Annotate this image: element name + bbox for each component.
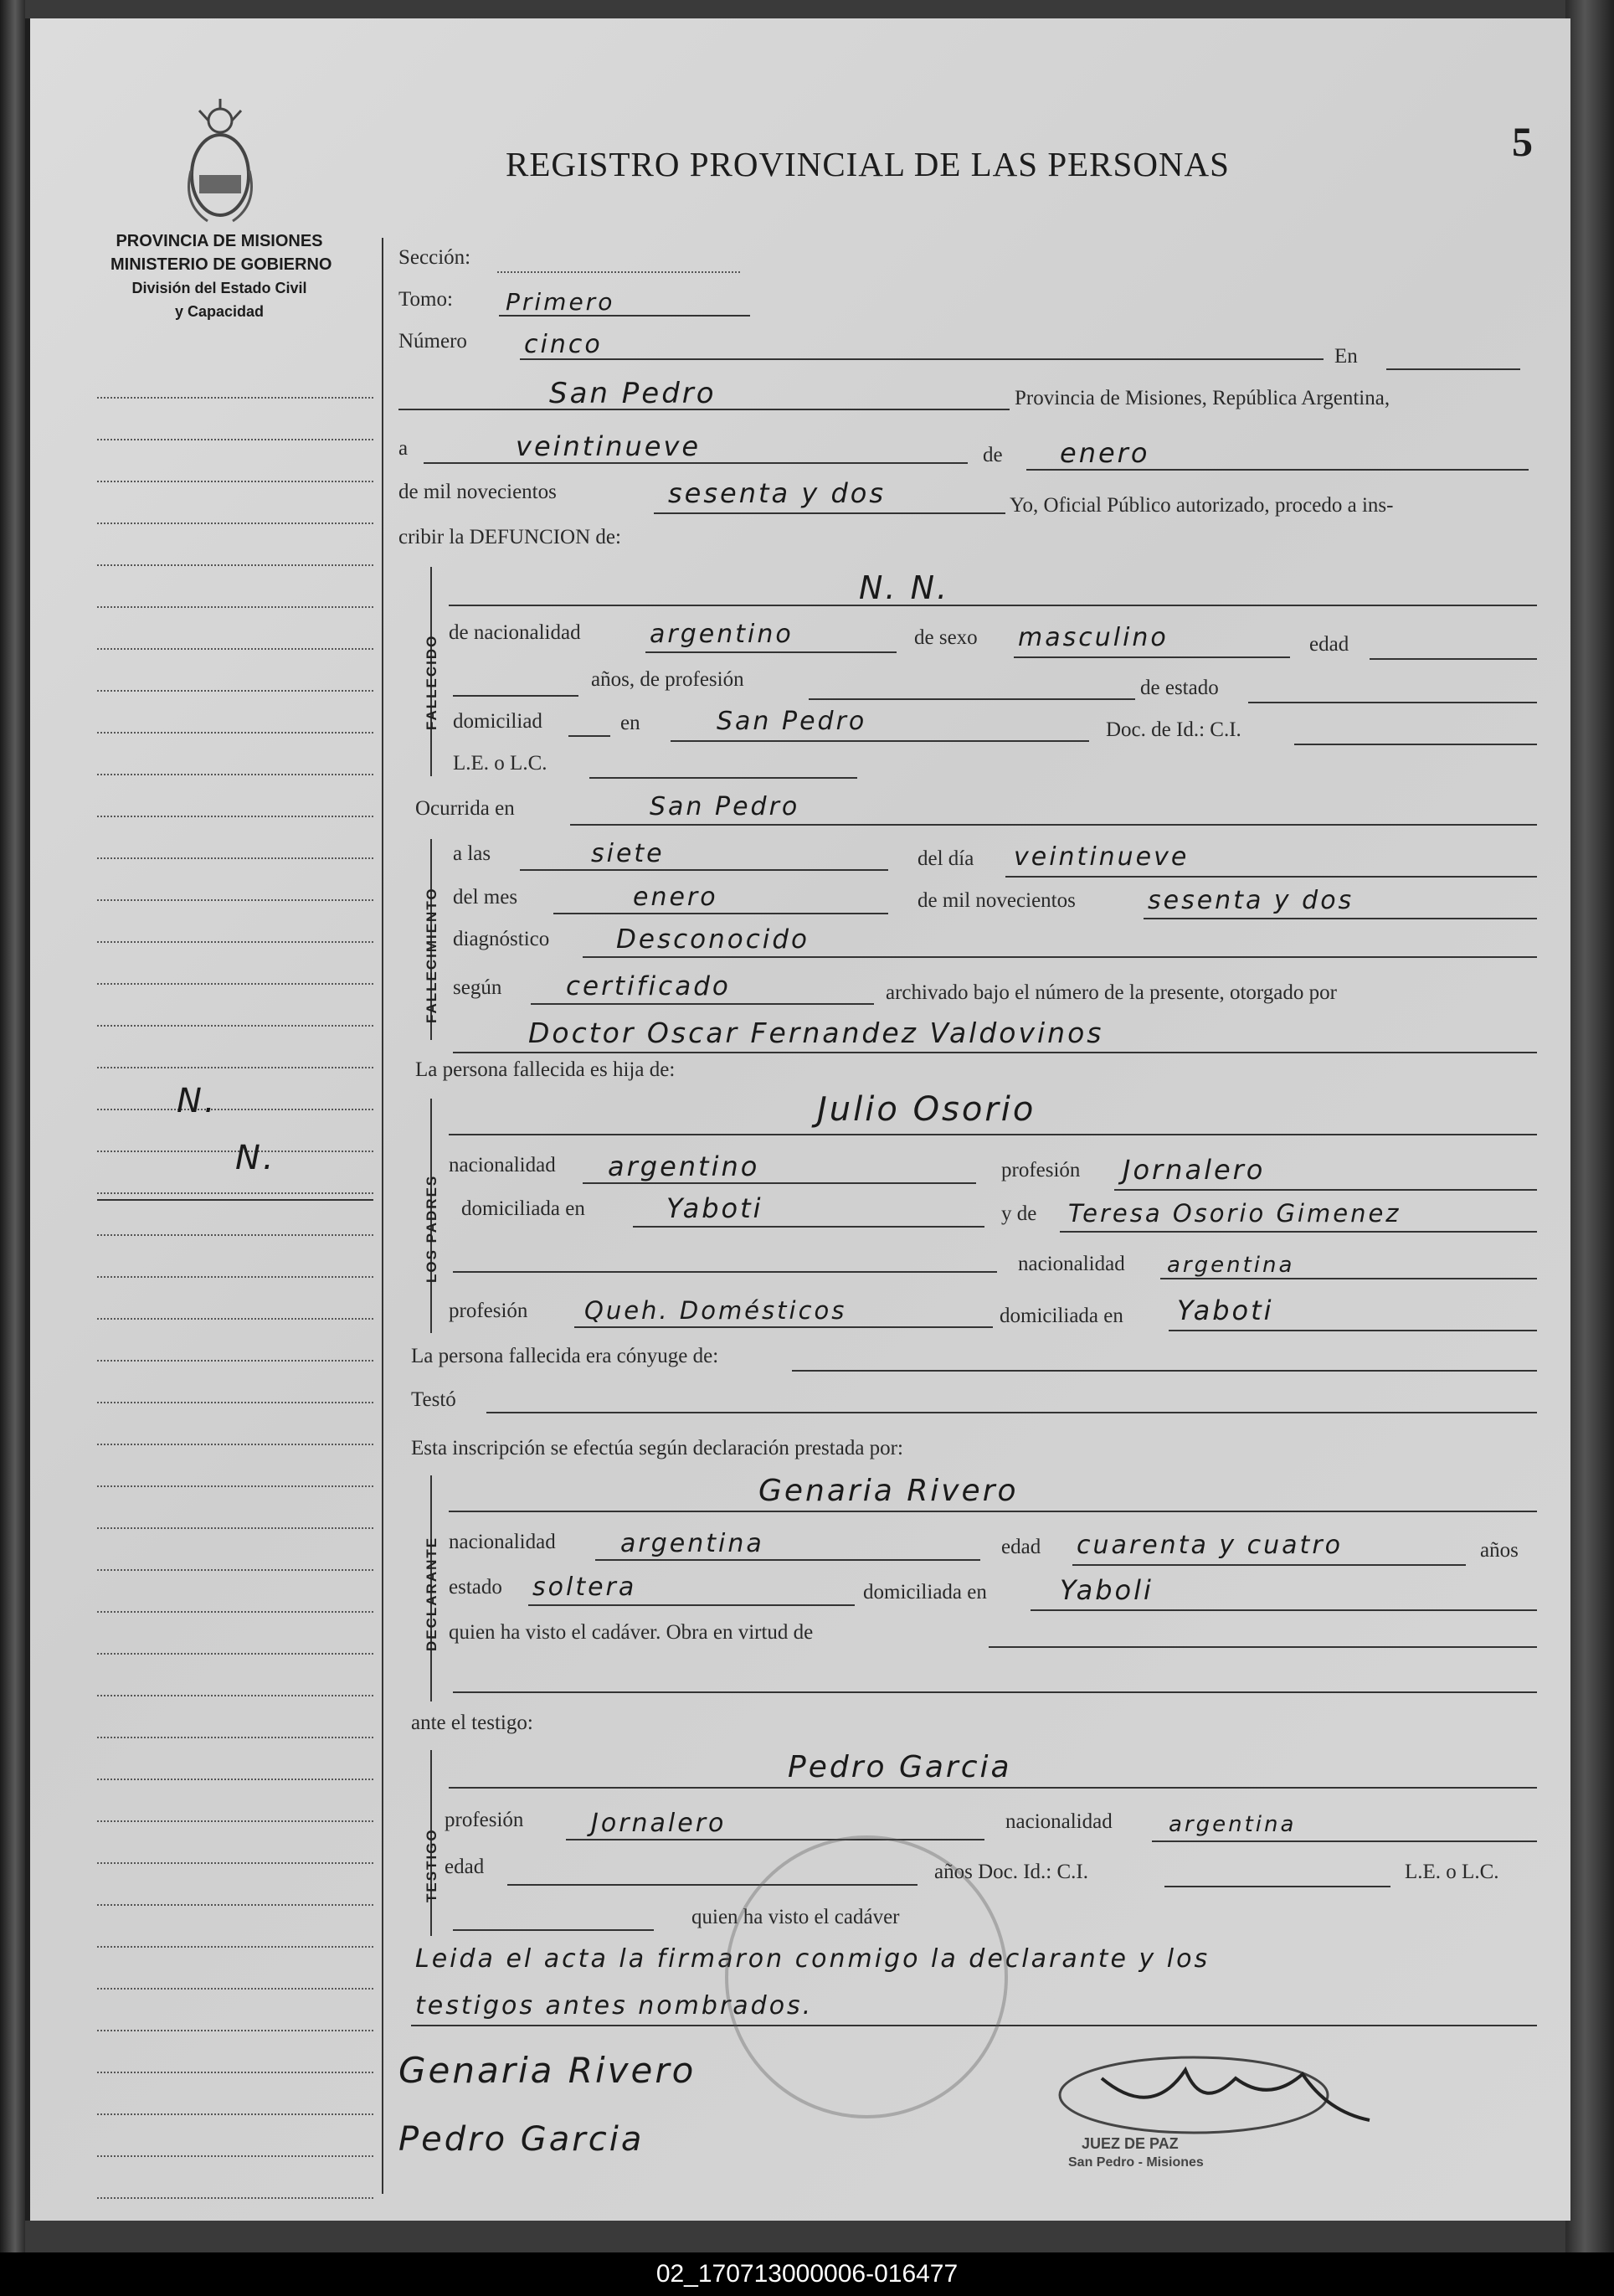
testigo-value: Pedro Garcia [788,1750,1012,1784]
padre-nac-value: argentino [608,1151,760,1182]
decl-nac-field [595,1559,980,1561]
book-edge [1565,0,1614,2296]
diagnostico-field [583,956,1537,958]
padre-dom-field [633,1226,984,1228]
testigo-field [449,1787,1537,1789]
margin-dotted-line [97,1988,373,1990]
margin-dotted-line [97,1946,373,1948]
doc-id-label: Doc. de Id.: C.I. [1106,718,1241,741]
testo-label: Testó [411,1388,456,1411]
margin-dotted-line [97,1402,373,1403]
page-number: 5 [1512,118,1533,165]
test-prof-field [566,1839,984,1840]
stamp-title: JUEZ DE PAZ [1082,2135,1179,2152]
de-label: de [983,444,1003,466]
cribir-label: cribir la DEFUNCION de: [398,526,621,548]
margin-dotted-line [97,941,373,943]
margin-dotted-line [97,1611,373,1613]
decl-nac-label: nacionalidad [449,1531,556,1553]
madre-nac-label: nacionalidad [1018,1253,1125,1275]
margin-rule [97,1199,373,1201]
province-name: PROVINCIA DE MISIONES [116,232,323,250]
diagnostico-label: diagnóstico [453,928,550,950]
numero-label: Número [398,330,467,353]
decl-visto-field [989,1646,1537,1648]
test-visto-label: quien ha visto el cadáver [691,1906,900,1928]
margin-dotted-line [97,397,373,399]
nacionalidad-label: de nacionalidad [449,621,581,644]
anio-field [654,512,1005,514]
doctor-value: Doctor Oscar Fernandez Valdovinos [528,1017,1104,1049]
test-prof-value: Jornalero [591,1809,727,1838]
margin-dotted-line [97,523,373,524]
declarante-field [449,1511,1537,1512]
margin-dotted-line [97,1109,373,1110]
le-lc-label: L.E. o L.C. [453,752,547,775]
y-de-label: y de [1001,1202,1037,1225]
padre-prof-label: profesión [1001,1159,1081,1181]
madre-prof-field [574,1326,993,1328]
margin-dotted-line [97,1862,373,1864]
margin-dotted-line [97,983,373,985]
test-nac-label: nacionalidad [1005,1810,1113,1833]
mes-value: enero [1060,437,1150,469]
madre-extra-field [453,1271,997,1273]
fallecido-side-label: FALLECIDO [424,634,439,730]
ante-testigo-label: ante el testigo: [411,1712,533,1734]
padre-value: Julio Osorio [817,1090,1036,1129]
margin-note-1: N. [177,1082,218,1120]
padre-dom-value: Yaboti [666,1192,763,1224]
margin-dotted-line [97,564,373,566]
le-lc-field [589,777,857,779]
decl-dom-value: Yaboli [1060,1574,1154,1606]
margin-dotted-line [97,2113,373,2115]
signature-declarante: Genaria Rivero [398,2050,696,2091]
margin-dotted-line [97,774,373,775]
closing-note-2: testigos antes nombrados. [415,1991,814,2021]
seccion-label: Sección: [398,246,471,269]
doc-id-field [1294,744,1537,745]
margin-dotted-line [97,732,373,734]
margin-dotted-line [97,2197,373,2199]
tomo-field [499,315,750,317]
anos-field [453,695,578,697]
nacionalidad-value: argentino [650,620,794,649]
domiciliad-field [568,735,610,737]
seccion-field [497,271,740,273]
coat-of-arms-icon [182,95,258,229]
hora-value: siete [591,839,665,868]
a-las-label: a las [453,842,491,865]
hija-de-label: La persona fallecida es hija de: [415,1058,676,1081]
sexo-value: masculino [1018,623,1169,652]
decl-anos-label: años [1480,1539,1519,1562]
diagnostico-value: Desconocido [616,924,810,955]
official-signature-scribble-icon [1051,2045,1403,2145]
margin-dotted-line [97,2030,373,2031]
testigo-side-label: TESTIGO [424,1828,439,1902]
madre-prof-value: Queh. Domésticos [584,1296,847,1325]
margin-dotted-line [97,690,373,692]
numero-field [520,358,1324,360]
ministry-name: MINISTERIO DE GOBIERNO [111,255,332,274]
declarante-value: Genaria Rivero [758,1474,1019,1508]
anos-profesion-label: años, de profesión [591,668,744,691]
hora-field [520,869,888,871]
stamp-place: San Pedro - Misiones [1068,2155,1204,2170]
test-prof-label: profesión [445,1809,524,1831]
segun-field [531,1003,874,1005]
en-field [1386,368,1520,370]
madre-value: Teresa Osorio Gimenez [1068,1199,1401,1228]
dia-field [424,462,968,464]
segun-value: certificado [566,971,731,1001]
madre-dom-value: Yaboti [1177,1295,1274,1326]
margin-dotted-line [97,1025,373,1027]
margin-dotted-line [97,1695,373,1696]
domiciliad-label: domiciliad [453,710,542,733]
official-seal-stamp [725,1835,1008,2118]
estado-field [1248,702,1537,703]
padre-prof-field [1114,1189,1537,1191]
margin-dotted-line [97,1569,373,1571]
margin-dotted-line [97,1067,373,1068]
test-nac-field [1152,1840,1537,1842]
dia-value: veintinueve [516,430,702,462]
margin-dotted-line [97,1820,373,1822]
anio-value: sesenta y dos [668,477,886,509]
tomo-label: Tomo: [398,288,453,311]
decl-edad-value: cuarenta y cuatro [1077,1531,1344,1560]
edad-label: edad [1309,633,1349,656]
testo-field [486,1412,1537,1413]
margin-dotted-line [97,857,373,859]
mes2-value: enero [633,883,718,912]
margin-dotted-line [97,1360,373,1362]
margin-note-2: N. [235,1139,276,1177]
segun-label: según [453,976,502,999]
numero-value: cinco [524,330,603,359]
decl-extra-field [453,1691,1537,1693]
decl-edad-label: edad [1001,1536,1041,1558]
margin-dotted-line [97,1904,373,1906]
margin-dotted-line [97,1318,373,1320]
image-id-footer: 02_170713000006-016477 [0,2252,1614,2296]
conyuge-label: La persona fallecida era cónyuge de: [411,1345,719,1367]
division-subtitle: y Capacidad [174,303,265,320]
lugar-value: San Pedro [549,377,717,410]
ocurrida-value: San Pedro [650,792,800,821]
lugar-field [398,409,1010,410]
page-title: REGISTRO PROVINCIAL DE LAS PERSONAS [506,145,1230,183]
en-label: En [1334,345,1358,368]
sexo-label: de sexo [914,626,978,649]
margin-dotted-line [97,439,373,440]
closing-note-1: Leida el acta la firmaron conmigo la declarante y los [415,1944,1210,1974]
margin-dotted-line [97,1737,373,1738]
sexo-field [1014,656,1290,658]
margin-dotted-line [97,1779,373,1780]
del-dia-label: del día [918,847,974,870]
decl-estado-label: estado [449,1576,502,1598]
de-mil-nov-label: de mil novecientos [918,889,1076,912]
nacionalidad-field [645,651,897,653]
test-nac-value: argentina [1169,1812,1297,1837]
book-binding [0,0,25,2296]
padre-nac-label: nacionalidad [449,1154,556,1176]
anio2-field [1144,918,1537,919]
madre-dom-label: domiciliada en [1000,1305,1123,1327]
profesion-field [809,698,1135,700]
margin-dotted-line [97,1192,373,1194]
margin-dotted-line [97,481,373,482]
edad-field [1370,658,1537,660]
madre-nac-field [1160,1278,1537,1279]
margin-dotted-line [97,1527,373,1529]
yo-oficial-label: Yo, Oficial Público autorizado, procedo a ins- [1010,494,1394,517]
tomo-value: Primero [506,288,615,316]
doctor-field [453,1052,1537,1053]
margin-dotted-line [97,1276,373,1278]
padres-side-label: LOS PADRES [424,1174,439,1283]
form-frame-left [382,238,383,2194]
decl-estado-field [528,1604,855,1606]
test-anos-doc-label: años Doc. Id.: C.I. [934,1861,1088,1883]
margin-dotted-line [97,1234,373,1236]
ocurrida-field [570,824,1537,826]
decl-edad-field [1072,1564,1466,1566]
inscripcion-label: Esta inscripción se efectúa según declaración prestada por: [411,1437,903,1459]
conyuge-field [792,1370,1537,1372]
test-edad-label: edad [445,1856,485,1878]
margin-dotted-line [97,1485,373,1487]
nombre-value: N. N. [859,569,950,606]
domicilio-value: San Pedro [717,707,867,736]
padre-field [449,1134,1537,1135]
del-mes-label: del mes [453,886,518,909]
en-domicilio-label: en [620,712,640,734]
a-label: a [398,437,409,460]
test-extra-field [453,1929,654,1931]
decl-nac-value: argentina [620,1529,764,1558]
registry-page [25,18,1570,2221]
madre-field [1060,1231,1537,1233]
margin-dotted-line [97,2072,373,2073]
mes2-field [553,913,888,914]
domicilio-field [671,740,1089,742]
archivado-label: archivado bajo el número de la presente, otorgado por [886,981,1337,1004]
madre-nac-value: argentina [1167,1253,1295,1278]
ocurrida-label: Ocurrida en [415,797,515,820]
dia2-field [1005,876,1537,878]
decl-estado-value: soltera [532,1573,637,1602]
decl-visto-label: quien ha visto el cadáver. Obra en virtud de [449,1621,814,1644]
nombre-field [449,605,1537,606]
division-name: División del Estado Civil [131,280,307,296]
test-le-lc-label: L.E. o L.C. [1405,1861,1499,1883]
estado-label: de estado [1140,677,1219,699]
margin-dotted-line [97,606,373,608]
padre-nac-field [583,1182,976,1184]
anio2-value: sesenta y dos [1148,886,1354,915]
dia2-value: veintinueve [1014,842,1190,872]
provincia-label: Provincia de Misiones, República Argentina, [1015,387,1390,409]
margin-dotted-line [97,816,373,817]
margin-dotted-line [97,899,373,901]
margin-dotted-line [97,2155,373,2157]
fallecimiento-side-label: FALLECIMIENTO [424,887,439,1023]
declarante-side-label: DECLARANTE [424,1536,439,1651]
margin-dotted-line [97,648,373,650]
madre-dom-field [1169,1330,1537,1331]
padre-dom-label: domiciliada en [461,1197,585,1220]
madre-prof-label: profesión [449,1300,528,1322]
test-ci-field [1164,1886,1390,1887]
padre-prof-value: Jornalero [1123,1154,1266,1186]
de-mil-label: de mil novecientos [398,481,557,503]
margin-dotted-line [97,1444,373,1445]
margin-dotted-line [97,1653,373,1655]
decl-dom-field [1031,1609,1537,1611]
mes-field [1026,469,1529,471]
decl-dom-label: domiciliada en [863,1581,987,1604]
signature-testigo: Pedro Garcia [398,2120,645,2159]
